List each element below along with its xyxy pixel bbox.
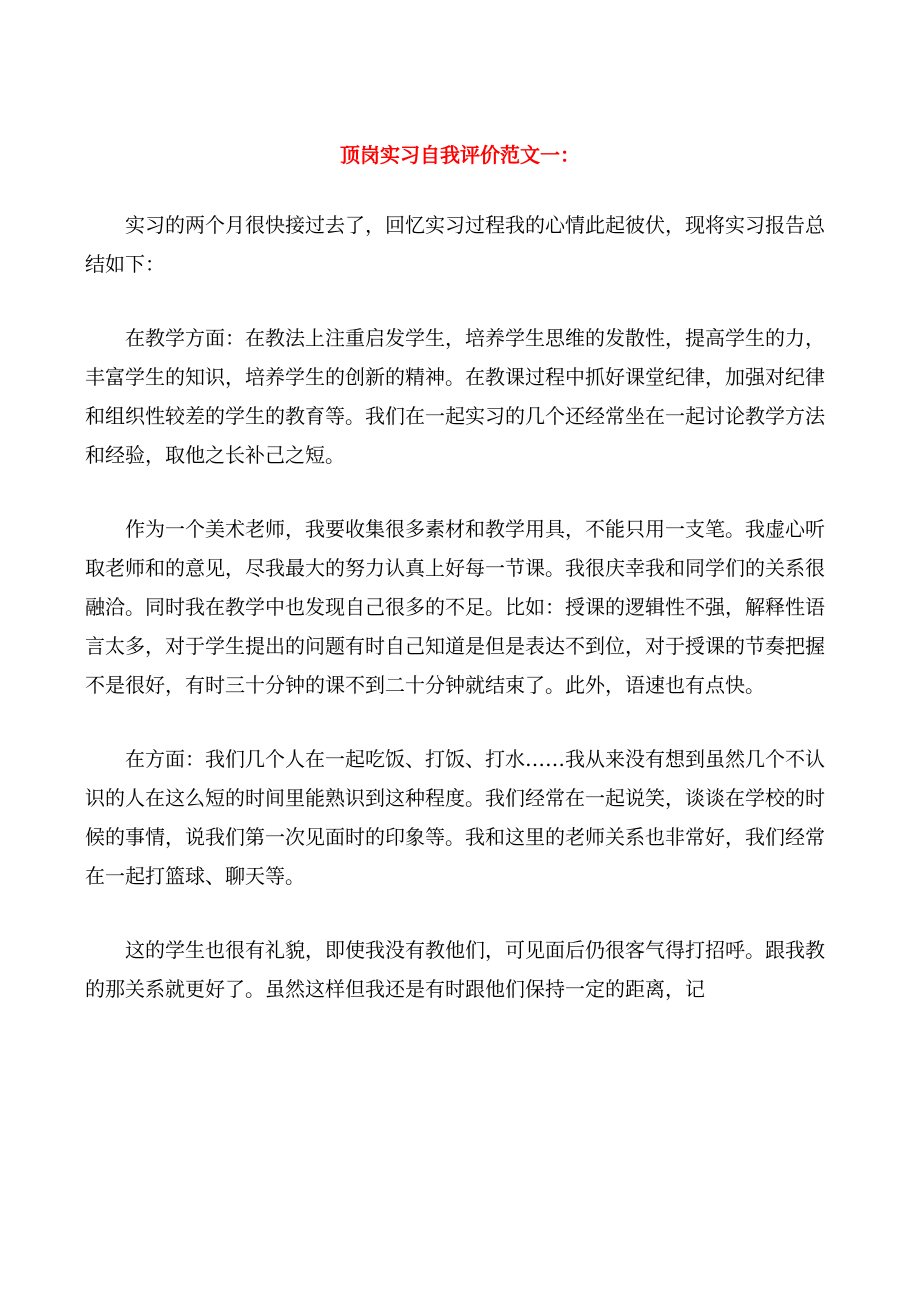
document-body (85, 206, 825, 1044)
paragraph-3: 作为一个美术老师，我要收集很多素材和教学用具，不能只用一支笔。我虚心听取老师和的意见，尽我最大的努力认真上好每一节课。我很庆幸我和同学们的关系很融洽。同时我在教学中也发现自己很多的不足。比如：授课的逻辑性不强，解释性语言太多，对于学生提出的问题有时自己知道是但是表达不到位，对于授课的节奏把握不是很好，有时三十分钟的课不到二十分钟就结束了。此外，语速也有点快。 (85, 517, 825, 697)
paragraph-2: 在教学方面：在教法上注重启发学生，培养学生思维的发散性，提高学生的力，丰富学生的知识，培养学生的创新的精神。在教课过程中抓好课堂纪律，加强对纪律和组织性较差的学生的教育等。我们在一起实习的几个还经常坐在一起讨论教学方法和经验，取他之长补己之短。 (85, 326, 825, 467)
document-title: 顶岗实习自我评价范文一： (340, 143, 580, 167)
paragraph-5: 这的学生也很有礼貌，即使我没有教他们，可见面后仍很客气得打招呼。跟我教的那关系就更好了。虽然这样但我还是有时跟他们保持一定的距离，记 (85, 938, 825, 1001)
paragraph-4: 在方面：我们几个人在一起吃饭、打饭、打水……我从来没有想到虽然几个不认识的人在这么短的时间里能熟识到这种程度。我们经常在一起说笑，谈谈在学校的时候的事情，说我们第一次见面时的印象等。我和这里的老师关系也非常好，我们经常在一起打篮球、聊天等。 (85, 747, 825, 888)
paragraph-1: 实习的两个月很快接过去了，回忆实习过程我的心情此起彼伏，现将实习报告总结如下： (85, 213, 825, 276)
